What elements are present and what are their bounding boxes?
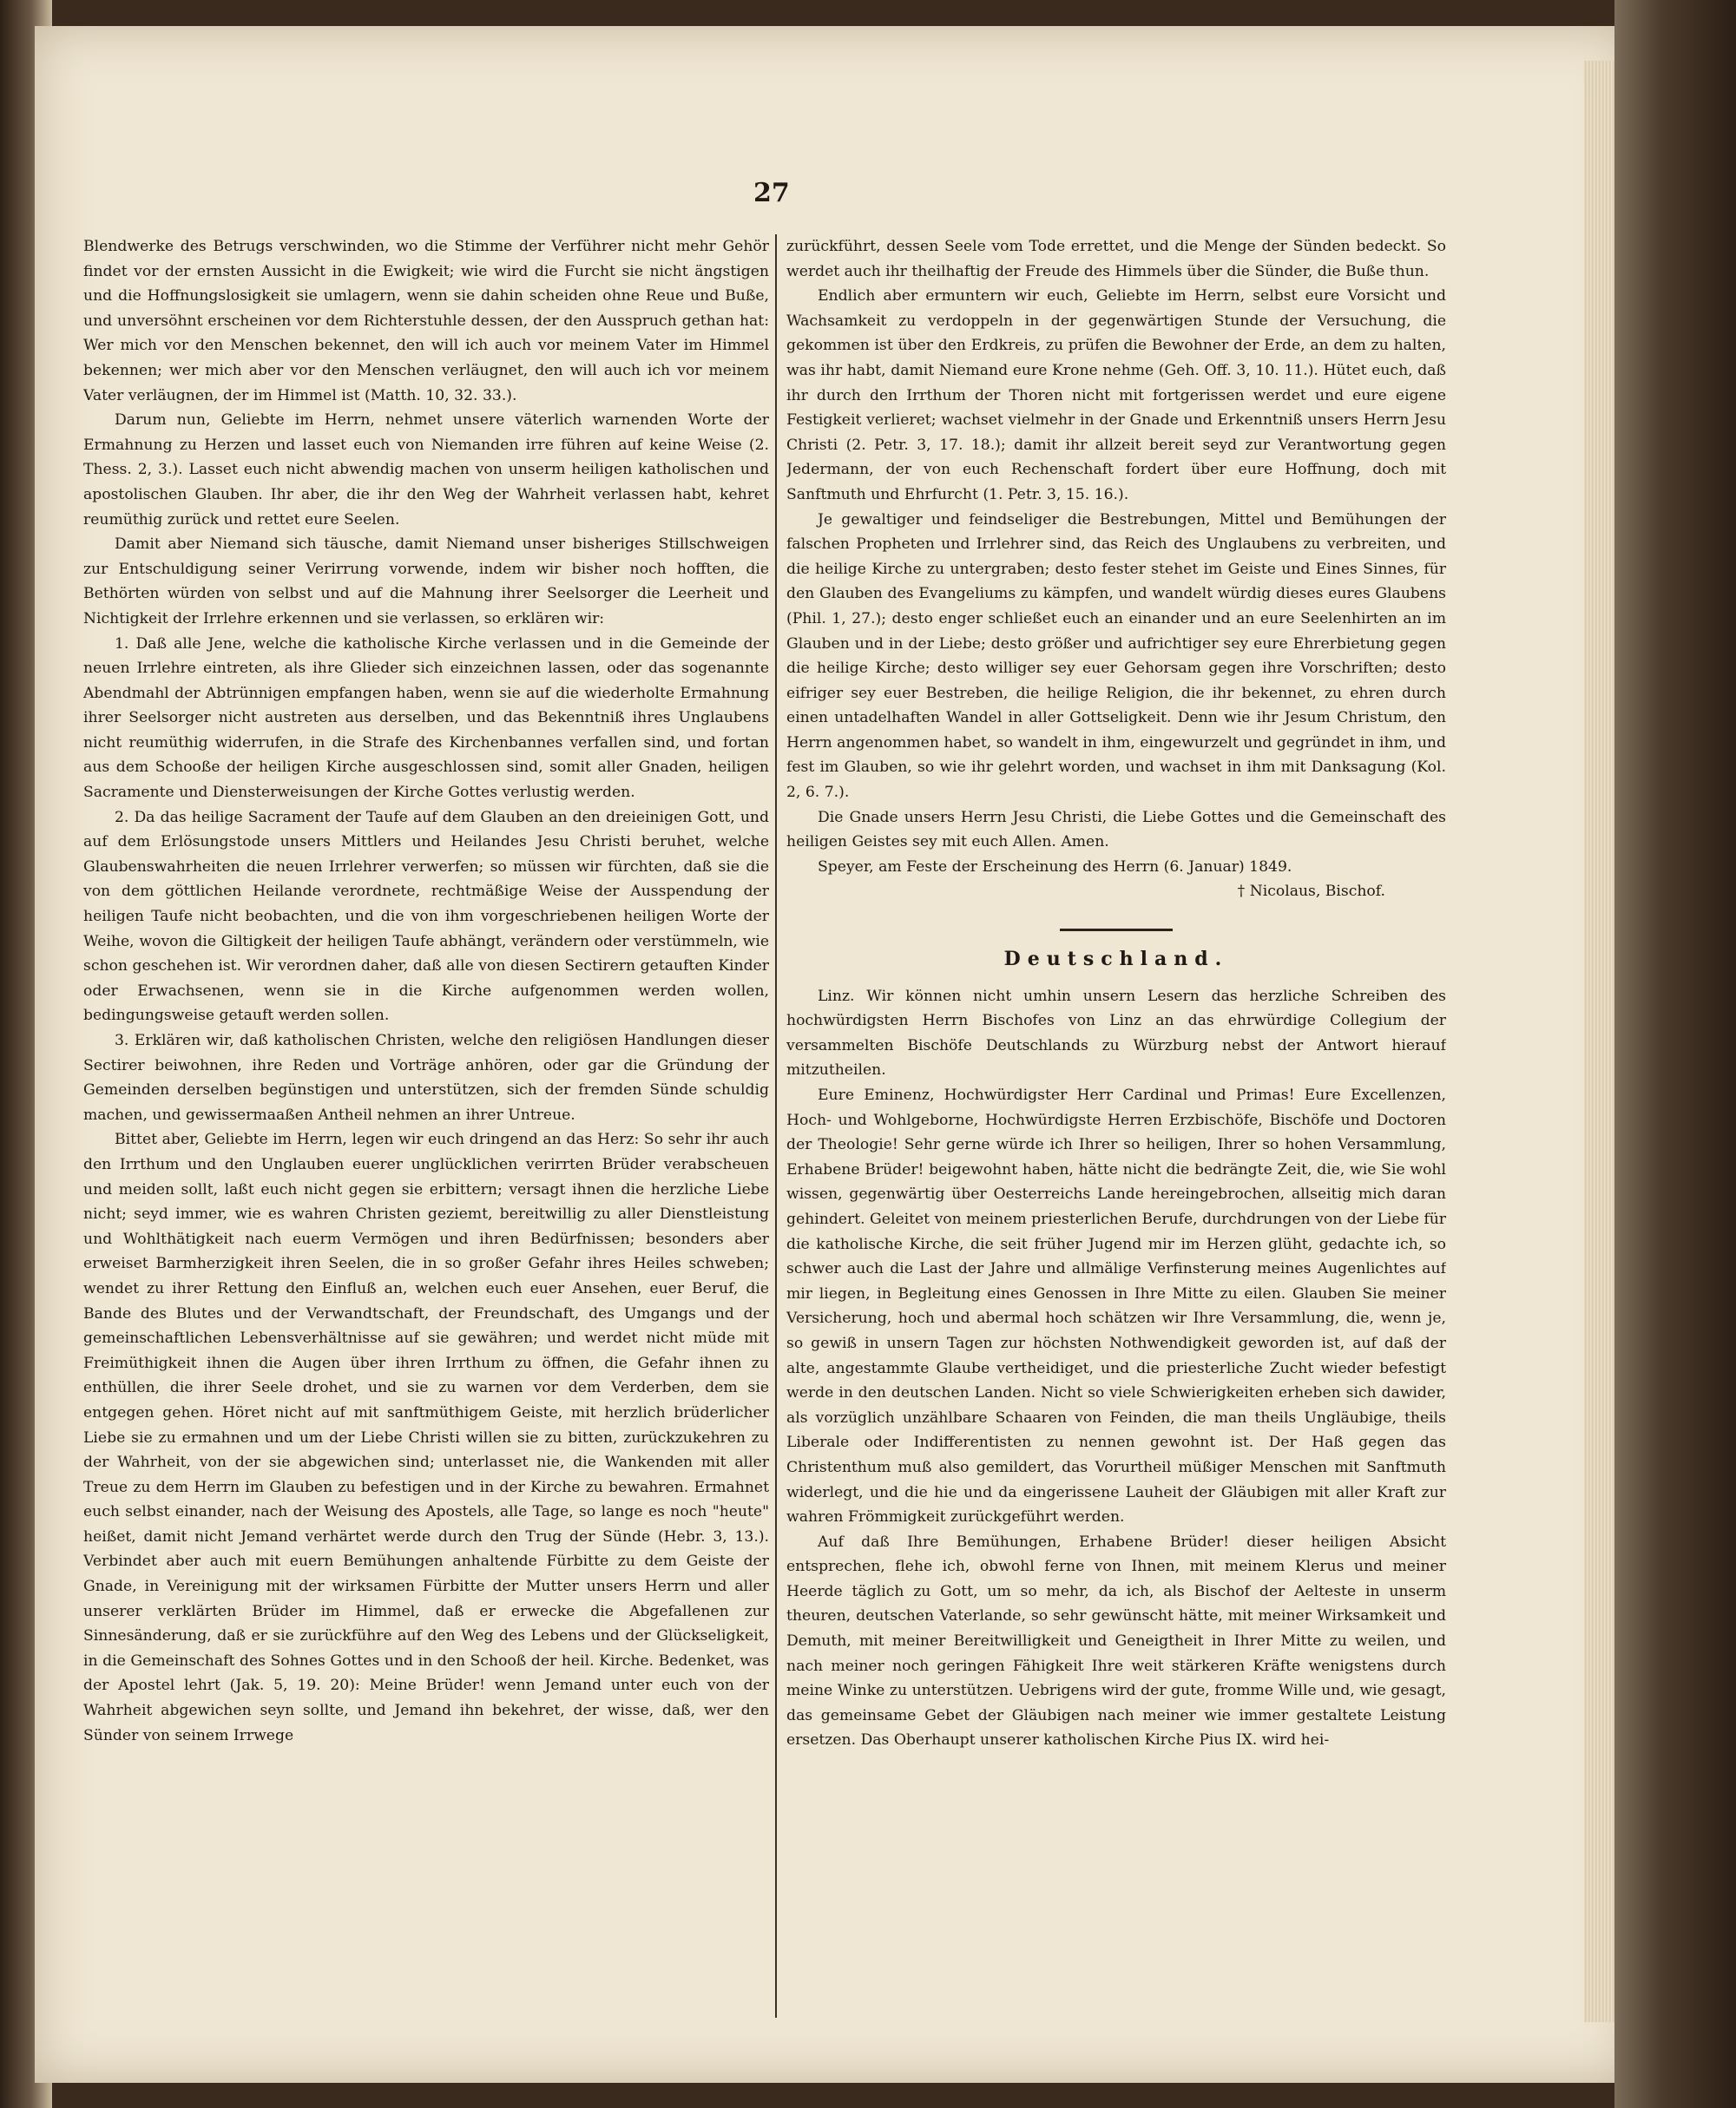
paragraph: Linz. Wir können nicht umhin unsern Lesern das herzliche Schreiben des hochwürdigsten Herrn Bischofes von Linz an das ehrwürdige Collegium der versammelten Bischöfe Deutschlands zu Würzburg nebst der Antwort hierauf mitzutheilen. bbox=[786, 987, 1446, 1080]
signature-name: † Nicolaus, Bischof. bbox=[1237, 883, 1385, 901]
paragraph: 1. Daß alle Jene, welche die katholische Kirche verlassen und in die Gemeinde der neuen Irrlehre eintreten, als ihre Glieder sich einzeichnen lassen, oder das sogenannte Abendmahl der Abtrünnigen empfangen haben, wenn sie auf die wiederholte Ermahnung ihrer Seelsorger nicht austreten aus derselben, und das Bekenntniß ihres Unglaubens nicht reumüthig widerrufen, in die Strafe des Kirchenbannes verfallen sind, und fortan aus dem Schooße der heiligen Kirche ausgeschlossen sind, somit aller Gnaden, heiligen Sacramente und Diensterweisungen der Kirche Gottes verlustig werden. bbox=[83, 634, 769, 802]
section-separator-rule bbox=[1060, 929, 1173, 931]
section-heading: Deutschland. bbox=[1003, 948, 1229, 971]
signature-place-date: Speyer, am Feste der Erscheinung des Herrn (6. Januar) 1849. bbox=[818, 857, 1292, 876]
paragraph: Darum nun, Geliebte im Herrn, nehmet unsere väterlich warnenden Worte der Ermahnung zu Herzen und lasset euch von Niemanden irre führen auf keine Weise (2. Thess. 2, 3.). Lasset euch nicht abwendig machen von unserm heiligen katholischen und apostolischen Glauben. Ihr aber, die ihr den Weg der Wahrheit verlassen habt, kehret reumüthig zurück und rettet eure Seelen. bbox=[83, 411, 769, 529]
paragraph: zurückführt, dessen Seele vom Tode errettet, und die Menge der Sünden bedeckt. So werdet auch ihr theilhaftig der Freude des Himmels über die Sünder, die Buße thun. bbox=[786, 238, 1446, 280]
page-stack-edge bbox=[1584, 61, 1614, 2022]
paragraph: 2. Da das heilige Sacrament der Taufe auf dem Glauben an den dreieinigen Gott, und auf dem Erlösungstode unsers Mittlers und Heilandes Jesu Christi beruhet, welche Glaubenswahrheiten die neuen Irrlehrer verwerfen; so müssen wir fürchten, daß sie die von dem göttlichen Heilande verordnete, rechtmäßige Weise der Ausspendung der heiligen Taufe nicht beobachten, und die von ihm vorgeschriebenen heiligen Worte der Weihe, wovon die Giltigkeit der heiligen Taufe abhängt, verändern oder verstümmeln, wie schon geschehen ist. Wir verordnen daher, daß alle von diesen Sectirern getauften Kinder oder Erwachsenen, wenn sie in die Kirche aufgenommen werden wollen, bedingungsweise getauft werden sollen. bbox=[83, 808, 769, 1025]
paragraph: Je gewaltiger und feindseliger die Bestrebungen, Mittel und Bemühungen der falschen Propheten und Irrlehrer sind, das Reich des Unglaubens zu verbreiten, und die heilige Kirche zu untergraben; desto fester stehet im Geiste und Eines Sinnes, für den Glauben des Evangeliums zu kämpfen, und wandelt würdig dieses eures Glaubens (Phil. 1, 27.); desto enger schließet euch an einander und an eure Seelenhirten an im Glauben und in der Liebe; desto größer und aufrichtiger sey eure Ehrerbietung gegen die heilige Kirche; desto williger sey euer Gehorsam gegen ihre Vorschriften; desto eifriger sey euer Bestreben, die heilige Religion, die ihr bekennet, zu ehren durch einen untadelhaften Wandel in aller Gottseligkeit. Denn wie ihr Jesum Christum, den Herrn angenommen habet, so wandelt in ihm, eingewurzelt und gegründet in ihm, und fest im Glauben, so wie ihr gelehrt worden, und wachset in ihm mit Danksagung (Kol. 2, 6. 7.). bbox=[786, 510, 1446, 802]
paragraph: Endlich aber ermuntern wir euch, Geliebte im Herrn, selbst eure Vorsicht und Wachsamkeit zu verdoppeln in der gegenwärtigen Stunde der Versuchung, die gekommen ist über den Erdkreis, zu prüfen die Bewohner der Erde, an dem zu halten, was ihr habt, damit Niemand eure Krone nehme (Geh. Off. 3, 10. 11.). Hütet euch, daß ihr durch den Irrthum der Thoren nicht mit fortgerissen werdet und eure eigene Festigkeit verlieret; wachset vielmehr in der Gnade und Erkenntniß unsers Herrn Jesu Christi (2. Petr. 3, 17. 18.); damit ihr allzeit bereit seyd zur Verantwortung gegen Jedermann, der von euch Rechenschaft fordert über eure Hoffnung, doch mit Sanftmuth und Ehrfurcht (1. Petr. 3, 15. 16.). bbox=[786, 287, 1446, 503]
column-divider bbox=[775, 234, 777, 2018]
paragraph: Damit aber Niemand sich täusche, damit Niemand unser bisheriges Stillschweigen zur Entschuldigung seiner Verirrung vorwende, indem wir bisher noch hofften, die Bethörten würden von selbst und auf die Mahnung ihrer Seelsorger die Leerheit und Nichtigkeit der Irrlehre erkennen und sie verlassen, so erklären wir: bbox=[83, 535, 769, 627]
paragraph: Die Gnade unsers Herrn Jesu Christi, die Liebe Gottes und die Gemeinschaft des heiligen Geistes sey mit euch Allen. Amen. bbox=[786, 808, 1446, 851]
book-cover-right bbox=[1614, 0, 1736, 2108]
page-number: 27 bbox=[753, 178, 790, 208]
paragraph: Blendwerke des Betrugs verschwinden, wo die Stimme der Verführer nicht mehr Gehör findet vor der ernsten Aussicht in die Ewigkeit; wie wird die Furcht sie nicht ängstigen und die Hoffnungslosigkeit sie umlagern, wenn sie dahin scheiden ohne Reue und Buße, und unversöhnt erscheinen vor dem Richterstuhle dessen, der den Ausspruch gethan hat: Wer mich vor den Menschen bekennet, den will ich auch vor meinem Vater im Himmel bekennen; wer mich aber vor den Menschen verläugnet, den will auch ich vor meinem Vater verläugnen, der im Himmel ist (Matth. 10, 32. 33.). bbox=[83, 238, 769, 404]
paragraph: Bittet aber, Geliebte im Herrn, legen wir euch dringend an das Herz: So sehr ihr auch den Irrthum und den Unglauben euerer unglücklichen verirrten Brüder verabscheuen und meiden sollt, laßt euch nicht gegen sie erbittern; versagt ihnen die herzliche Liebe nicht; seyd immer, wie es wahren Christen geziemt, bereitwillig zu aller Dienstleistung und Wohlthätigkeit nach euerm Vermögen und ihren Bedürfnissen; besonders aber erweiset Barmherzigkeit ihren Seelen, die in so großer Gefahr ihres Heiles schweben; wendet zu ihrer Rettung den Einfluß an, welchen euch euer Ansehen, euer Beruf, die Bande des Blutes und der Verwandtschaft, der Freundschaft, des Umgangs und der gemeinschaftlichen Lebensverhältnisse auf sie gewähren; und werdet nicht müde mit Freimüthigkeit ihnen die Augen über ihren Irrthum zu öffnen, die Gefahr ihnen zu enthüllen, die ihrer Seele drohet, und sie zu warnen vor dem Verderben, dem sie entgegen gehen. Höret nicht auf mit sanftmüthigem Geiste, mit herzlich brüderlicher Liebe sie zu ermahnen und um der Liebe Christi willen sie zu bitten, zurückzukehren zu der Wahrheit, von der sie abgewichen sind; unterlasset nie, die Wankenden mit aller Treue zu dem Herrn im Glauben zu befestigen und in der Kirche zu bewahren. Ermahnet euch selbst einander, nach der Weisung des Apostels, alle Tage, so lange es noch "heute" heißet, damit nicht Jemand verhärtet werde durch den Trug der Sünde (Hebr. 3, 13.). Verbindet aber auch mit euern Bemühungen anhaltende Fürbitte zu dem Geiste der Gnade, in Vereinigung mit der wirksamen Fürbitte der Mutter unsers Herrn und aller unserer verklärten Brüder im Himmel, daß er erwecke die Abgefallenen zur Sinnesänderung, daß er sie zurückführe auf den Weg des Lebens und der Glückseligkeit, in die Gemeinschaft des Sohnes Gottes und in den Schooß der heil. Kirche. Bedenket, was der Apostel lehrt (Jak. 5, 19. 20): Meine Brüder! wenn Jemand unter euch von der Wahrheit abgewichen seyn sollte, und Jemand ihn bekehret, der wisse, daß, wer den Sünder von seinem Irrwege bbox=[83, 1131, 769, 1744]
paragraph: Eure Eminenz, Hochwürdigster Herr Cardinal und Primas! Eure Excellenzen, Hoch- und Wohlgeborne, Hochwürdigste Herren Erzbischöfe, Bischöfe und Doctoren der Theologie! Sehr gerne würde ich Ihrer so heiligen, Ihrer so hohen Versammlung, Erhabene Brüder! beigewohnt haben, hätte nicht die bedrängte Zeit, die, wie Sie wohl wissen, gegenwärtig über Oesterreichs Lande hereingebrochen, allseitig mich daran gehindert. Geleitet von meinem priesterlichen Berufe, durchdrungen von der Liebe für die katholische Kirche, die seit früher Jugend mir im Herzen glüht, gedachte ich, so schwer auch die Last der Jahre und allmälige Verfinsterung meines Augenlichtes auf mir liegen, in Begleitung eines Genossen in Ihre Mitte zu eilen. Glauben Sie meiner Versicherung, hoch und abermal hoch schätzen wir Ihre Versammlung, die, wenn je, so gewiß in unsern Tagen zur höchsten Nothwendigkeit geworden ist, auf daß der alte, angestammte Glaube vertheidiget, und die priesterliche Zucht wieder befestigt werde in den deutschen Landen. Nicht so viele Schwierigkeiten erheben sich dawider, als vorzüglich unzählbare Schaaren von Feinden, die man theils Ungläubige, theils Liberale oder Indifferentisten zu nennen gewohnt ist. Der Haß gegen das Christenthum muß also gemildert, das Vorurtheil müßiger Menschen mit Sanftmuth widerlegt, und die hie und da eingerissene Lauheit der Gläubigen mit aller Kraft zur wahren Frömmigkeit zurückgeführt werden. bbox=[786, 1087, 1446, 1527]
paragraph: 3. Erklären wir, daß katholischen Christen, welche den religiösen Handlungen dieser Sectirer beiwohnen, ihre Reden und Vorträge anhören, oder gar die Gründung der Gemeinden derselben begünstigen und unterstützen, sich der fremden Sünde schuldig machen, und gewissermaaßen Antheil nehmen an ihrer Untreue. bbox=[83, 1032, 769, 1124]
right-column bbox=[786, 234, 1446, 2013]
paragraph: Auf daß Ihre Bemühungen, Erhabene Brüder! dieser heiligen Absicht entsprechen, flehe ich, obwohl ferne von Ihnen, mit meinem Klerus und meiner Heerde täglich zu Gott, um so mehr, da ich, als Bischof der Aelteste in unserm theuren, deutschen Vaterlande, so sehr gewünscht hätte, mit meiner Wirksamkeit und Demuth, mit meiner Bereitwilligkeit und Geneigtheit in Ihrer Mitte zu weilen, und nach meiner noch geringen Fähigkeit Ihre weit stärkeren Kräfte wenigstens durch meine Winke zu unterstützen. Uebrigens wird der gute, fromme Wille und, wie gesagt, das gemeinsame Gebet der Gläubigen nach meiner wie immer gestaltete Leistung ersetzen. Das Oberhaupt unserer katholischen Kirche Pius IX. wird hei- bbox=[786, 1533, 1446, 1750]
left-column bbox=[83, 234, 769, 2013]
